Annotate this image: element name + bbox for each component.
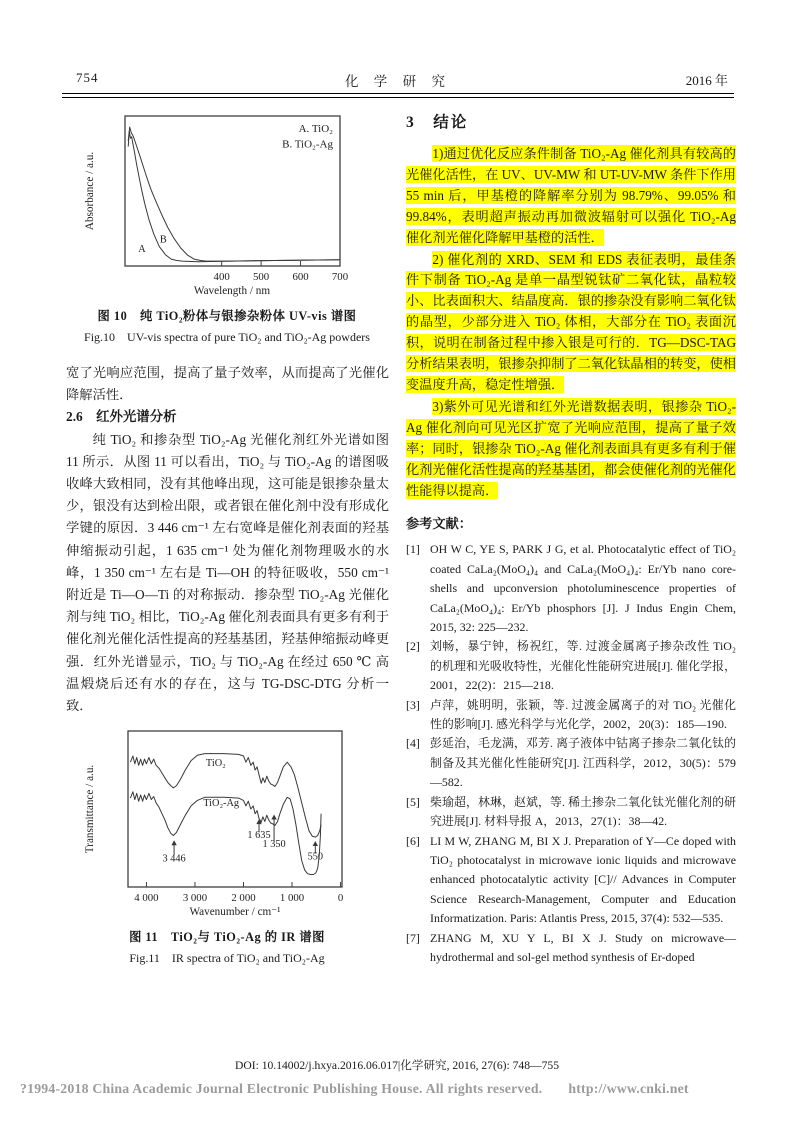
series-TiO2 (130, 754, 321, 838)
section-heading-2-6: 2.6 红外光谱分析 (66, 409, 177, 425)
x-tick-label: 0 (337, 892, 344, 905)
annotation-label: 1 635 (247, 830, 271, 842)
reference-item (406, 637, 736, 695)
references-heading: 参考文献： (406, 516, 472, 532)
annotation-label: A (138, 244, 146, 256)
x-axis-label: Wavenumber / cm⁻¹ (189, 906, 281, 919)
reference-item (406, 696, 736, 735)
doi-line: DOI: 10.14002/j.hxya.2016.06.017|化学研究, 2016, 27(6): 748—755 (234, 1059, 560, 1072)
left-column (66, 108, 389, 966)
reference-text: ZHANG M, XU Y L, BI X J. Study on microwave—hydrothermal and sol-gel method synthesis of Er-doped (430, 930, 736, 964)
reference-number: [6] (406, 833, 420, 848)
x-tick-label: 500 (252, 271, 270, 283)
paragraph-ir-analysis: 纯 TiO₂ 和掺杂型 TiO₂-Ag 光催化剂红外光谱如图 11 所示．从图 11 可以看出，TiO₂ 与 TiO₂-Ag 的谱图吸收峰大致相同，没有其他峰出现，这可能是银掺杂量太少，银没有达到检出限，或者银在催化剂中没有形成化学键的原因．3 446 cm⁻¹ 左右宽峰是催化剂表面的羟基伸缩振动引起，1 635 cm⁻¹ 处为催化剂物理吸水的水峰，1 350 cm⁻¹ 左右是 Ti—OH 的特征吸收，550 cm⁻¹ 附近是 Ti—O—Ti 的对称振动．掺杂型 TiO₂-Ag 光催化剂与纯 TiO₂ 相比，TiO₂-Ag 催化剂表面具有更多有利于催化剂光催化活性提高的羟基基团，羟基伸缩振动峰更强．红外光谱显示，TiO₂ 与 TiO₂-Ag 在经过 650 ℃ 高温煅烧后还有水的存在，这与 TG-DSC-DTG 分析一致． (66, 431, 389, 714)
reference-text: 彭延治，毛龙满，邓芳. 离子液体中钴离子掺杂二氧化钛的制备及其光催化性能研究[J]. 江西科学，2012，30(5)：579—582. (430, 736, 736, 790)
right-column (406, 110, 736, 967)
page-header (62, 70, 734, 88)
legend-entry: A. TiO₂ (298, 123, 333, 135)
reference-item (406, 540, 736, 637)
x-tick-label: 2 000 (231, 892, 256, 905)
annotation-label: B (159, 234, 167, 246)
figure-11-caption-en: Fig.11 IR spectra of TiO₂ and TiO₂-Ag (129, 951, 325, 966)
highlighted-text: 3)紫外可见光谱和红外光谱数据表明，银掺杂 TiO₂-Ag 催化剂向可见光区扩宽了光响应范围，提高了量子效率；同时，银掺杂 TiO₂-Ag 催化剂表面具有更多有利于催化剂光催化活性提高的羟基基团，都会使催化剂的光催化性能得以提高． (406, 398, 736, 498)
x-tick-label: 4 000 (134, 892, 159, 905)
x-tick-label: 1 000 (279, 892, 305, 905)
cnki-watermark (20, 1081, 774, 1097)
annotation-arrowhead (271, 815, 276, 820)
page-number: 754 (76, 70, 99, 85)
figure-11-caption-cn: 图 11 TiO₂与 TiO₂-Ag 的 IR 谱图 (129, 930, 325, 945)
conclusion-paragraph-2 (406, 250, 736, 396)
conclusion-heading: 3 结论 (406, 114, 469, 131)
y-axis-label: Absorbance / a.u. (84, 151, 96, 231)
annotation-arrowhead (171, 840, 176, 845)
header-double-rule (62, 93, 734, 98)
reference-text: 柴瑜超，林琳，赵斌，等. 稀土掺杂二氧化钛光催化剂的研究进展[J]. 材料导报 A，2013，27(1)：38—42. (430, 794, 736, 829)
reference-number: [4] (406, 736, 420, 751)
reference-item (406, 929, 736, 968)
reference-item (406, 734, 736, 792)
annotation-label: TiO₂ (205, 758, 226, 770)
reference-text: 卢萍，姚明明，张颖，等. 过渡金属离子的对 TiO₂ 光催化性的影响[J]. 感光科学与光化学，2002，20(3)：185—190. (430, 697, 736, 732)
reference-number: [2] (406, 639, 420, 654)
highlighted-text: 2) 催化剂的 XRD、SEM 和 EDS 表征表明，最佳条件下制备 TiO₂-Ag 是单一晶型锐钛矿二氧化钛，晶粒较小、比表面积大、结晶度高．银的掺杂没有影响二氧化钛的晶型，少部分进入 TiO₂ 体相，大部分在 TiO₂ 表面沉积，说明在制备过程中掺入银是可行的．TG—DSC-TAG 分析结果表明，银掺杂抑制了二氧化钛晶相的转变，使相变温度升高，稳定性增强． (406, 251, 736, 392)
reference-number: [3] (406, 697, 420, 712)
issue-year: 2016 年 (685, 73, 728, 88)
ir-chart (66, 727, 388, 919)
conclusion-paragraph-3 (406, 397, 736, 502)
annotation-label: 550 (307, 851, 324, 863)
x-tick-label: 3 000 (182, 892, 208, 905)
reference-text: LI M W, ZHANG M, BI X J. Preparation of Y—Ce doped with TiO₂ photocatalyst in microwave ionic liquids and microwave enhanced photocatalytic activity [C]// Advances in Computer Science Research-Management, Computer and Education Informatization. Paris: Atlantis Press, 2015, 37(4): 532—535. (430, 833, 736, 926)
highlighted-text: 1)通过优化反应条件制备 TiO₂-Ag 催化剂具有较高的光催化活性，在 UV、UV-MW 和 UT-UV-MW 条件下作用 55 min 后，甲基橙的降解率分别为 98.79%、99.05% 和 99.84%，表明超声振动再加微波辐射可以强化 TiO₂-Ag 催化剂光催化降解甲基橙的活性． (406, 146, 736, 245)
annotation-label: TiO₂-Ag (203, 798, 240, 810)
reference-number: [5] (406, 794, 420, 809)
watermark-url: http://www.cnki.net (568, 1081, 689, 1096)
x-axis-label: Wavelength / nm (193, 285, 271, 297)
x-tick-label: 700 (331, 271, 349, 283)
paragraph-continuation: 宽了光响应范围，提高了量子效率，从而提高了光催化降解活性． (66, 365, 389, 403)
x-tick-label: 600 (292, 271, 309, 283)
reference-text: OH W C, YE S, PARK J G, et al. Photocatalytic effect of TiO₂ coated CaLa₂(MoO₄)₄ and CaLa₂(MoO₄)₄: Er/Yb nano core-shells and upconversion photoluminescence properties of CaLa₂(MoO₄)₄: Er/Yb phosphors [J]. J Indus Engin Chem, 2015, 32: 225—232. (430, 542, 736, 635)
reference-item (406, 793, 736, 832)
reference-item (406, 832, 736, 929)
reference-text: 刘畅，暴宁钟，杨祝红，等. 过渡金属离子掺杂改性 TiO₂ 的机理和光吸收特性，光催化性能研究进展[J]. 催化学报，2001，22(2)：215—218. (430, 639, 736, 693)
y-axis-label: Transmittance / a.u. (84, 765, 96, 854)
annotation-arrowhead (313, 841, 318, 846)
figure-10-caption-cn: 图 10 纯 TiO₂粉体与银掺杂粉体 UV-vis 谱图 (97, 309, 357, 323)
watermark-text: ?1994-2018 China Academic Journal Electronic Publishing House. All rights reserved. (20, 1081, 543, 1096)
x-tick-label: 400 (213, 271, 230, 283)
annotation-label: 3 446 (162, 853, 186, 865)
reference-number: [1] (406, 542, 420, 557)
legend-entry: B. TiO₂-Ag (282, 138, 333, 151)
uv-vis-chart (66, 108, 388, 298)
figure-11 (66, 727, 389, 966)
reference-number: [7] (406, 930, 420, 945)
figure-10 (66, 108, 389, 345)
conclusion-paragraph-1 (406, 144, 736, 249)
figure-10-caption-en: Fig.10 UV-vis spectra of pure TiO₂ and TiO₂-Ag powders (84, 330, 370, 344)
annotation-label: 1 350 (262, 839, 286, 851)
journal-title: 化 学 研 究 (344, 74, 452, 89)
